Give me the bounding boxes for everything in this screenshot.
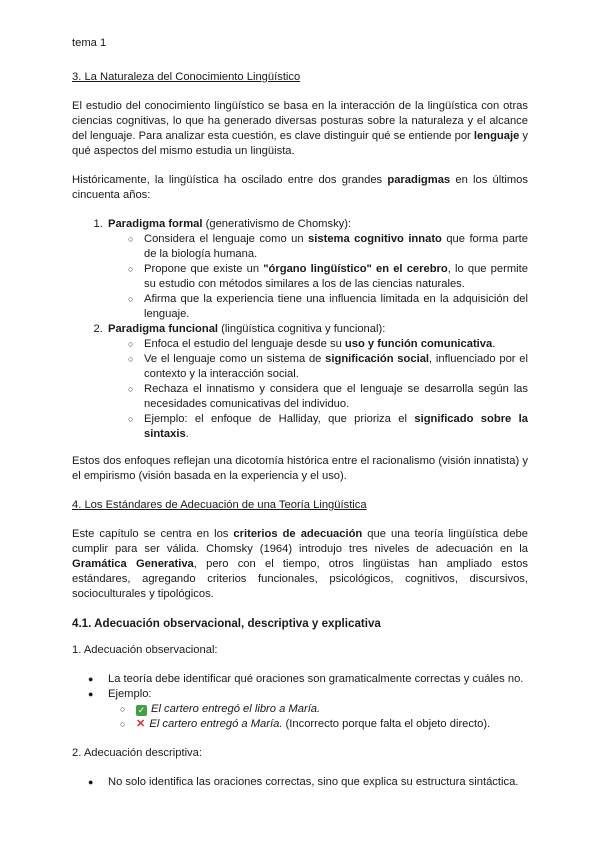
list-item: ● No solo identifica las oraciones correctas, sino que explica su estructura sintáctica. [88,775,528,790]
descriptive-adequacy-title: 2. Adecuación descriptiva: [72,747,202,759]
list-item: ○ Afirma que la experiencia tiene una influencia limitada en la adquisición del lenguaje. [128,292,528,322]
observational-adequacy-title: 1. Adecuación observacional: [72,644,218,656]
list-item: ○ Enfoca el estudio del lenguaje desde su uso y función comunicativa. [128,337,528,352]
observational-list [72,672,528,732]
section-3-paragraph-3: Estos dos enfoques reflejan una dicotomía histórica entre el racionalismo (visión innatista) y el empirismo (visión basada en la experiencia y el uso). [72,455,528,482]
list-item: ● La teoría debe identificar qué oraciones son gramaticalmente correctas y cuáles no. [88,672,528,687]
section-4-paragraph-1: Este capítulo se centra en los criterios de adecuación que una teoría lingüística debe cumplir para ser válida. Chomsky (1964) introdujo tres niveles de adecuación en la Gramática Generativa, pero con el tiempo, otros lingüistas han ampliado estos estándares, agregando criterios funcionales, psicológicos, cognitivos, discursivos, socioculturales y tipológicos. [72,528,528,600]
list-item: ● Ejemplo: ○ ✓ El cartero entregó el libro a María. ○ ✕ El cartero entregó a María. (Incorrecto porque falta el objeto directo). [88,687,528,732]
descriptive-list [72,775,528,790]
section-3-paragraph-2: Históricamente, la lingüística ha oscilado entre dos grandes paradigmas en los últimos cincuenta años: [72,174,528,201]
list-item: ○ Propone que existe un "órgano lingüístico" en el cerebro, lo que permite su estudio con métodos similares a los de las ciencias naturales. [128,262,528,292]
list-item: ○ Rechaza el innatismo y considera que el lenguaje se desarrolla según las necesidades comunicativas del individuo. [128,382,528,412]
check-icon: ✓ [137,705,146,715]
list-item: 1. Paradigma formal (generativismo de Chomsky): ○ Considera el lenguaje como un sistema cognitivo innato que forma parte de la biología humana. ○ Propone que existe un "órgano lingüístico" en el cerebro, lo que permite su estudio con métodos similares a los de las ciencias naturales. ○ Afirma que la experiencia tiene una influencia limitada en la adquisición del lenguaje. [106,217,528,322]
section-3-paragraph-1: El estudio del conocimiento lingüístico se basa en la interacción de la lingüística con otras ciencias cognitivas, lo que ha generado diversas posturas sobre la naturaleza y el alcance del lenguaje. Para analizar esta cuestión, es clave distinguir qué se entiende por lenguaje y qué aspectos del mismo estudia un lingüista. [72,100,529,157]
cross-icon: ✕ [136,718,146,730]
list-item: 2. Paradigma funcional (lingüística cognitiva y funcional): ○ Enfoca el estudio del lenguaje desde su uso y función comunicativa. ○ Ve el lenguaje como un sistema de significación social, influenciado por el contexto y la interacción social. ○ Rechaza el innatismo y considera que el lenguaje se desarrolla según las necesidades comunicativas del individuo. ○ Ejemplo: el enfoque de Halliday, que prioriza el significado sobre la sintaxis. [106,322,528,442]
page-header: tema 1 [72,37,107,49]
list-item: ○ ✕ El cartero entregó a María. (Incorrecto porque falta el objeto directo). [120,717,528,732]
list-item: ○ Ejemplo: el enfoque de Halliday, que prioriza el significado sobre la sintaxis. [128,412,528,442]
subsection-4-1-title: 4.1. Adecuación observacional, descriptiva y explicativa [72,617,381,630]
paradigm-list [72,217,528,442]
list-item: ○ Considera el lenguaje como un sistema cognitivo innato que forma parte de la biología humana. [128,232,528,262]
section-3-title: 3. La Naturaleza del Conocimiento Lingüístico [72,71,301,83]
list-item: ○ ✓ El cartero entregó el libro a María. [120,702,528,717]
list-item: ○ Ve el lenguaje como un sistema de significación social, influenciado por el contexto y la interacción social. [128,352,528,382]
section-4-title: 4. Los Estándares de Adecuación de una Teoría Lingüística [72,499,367,511]
